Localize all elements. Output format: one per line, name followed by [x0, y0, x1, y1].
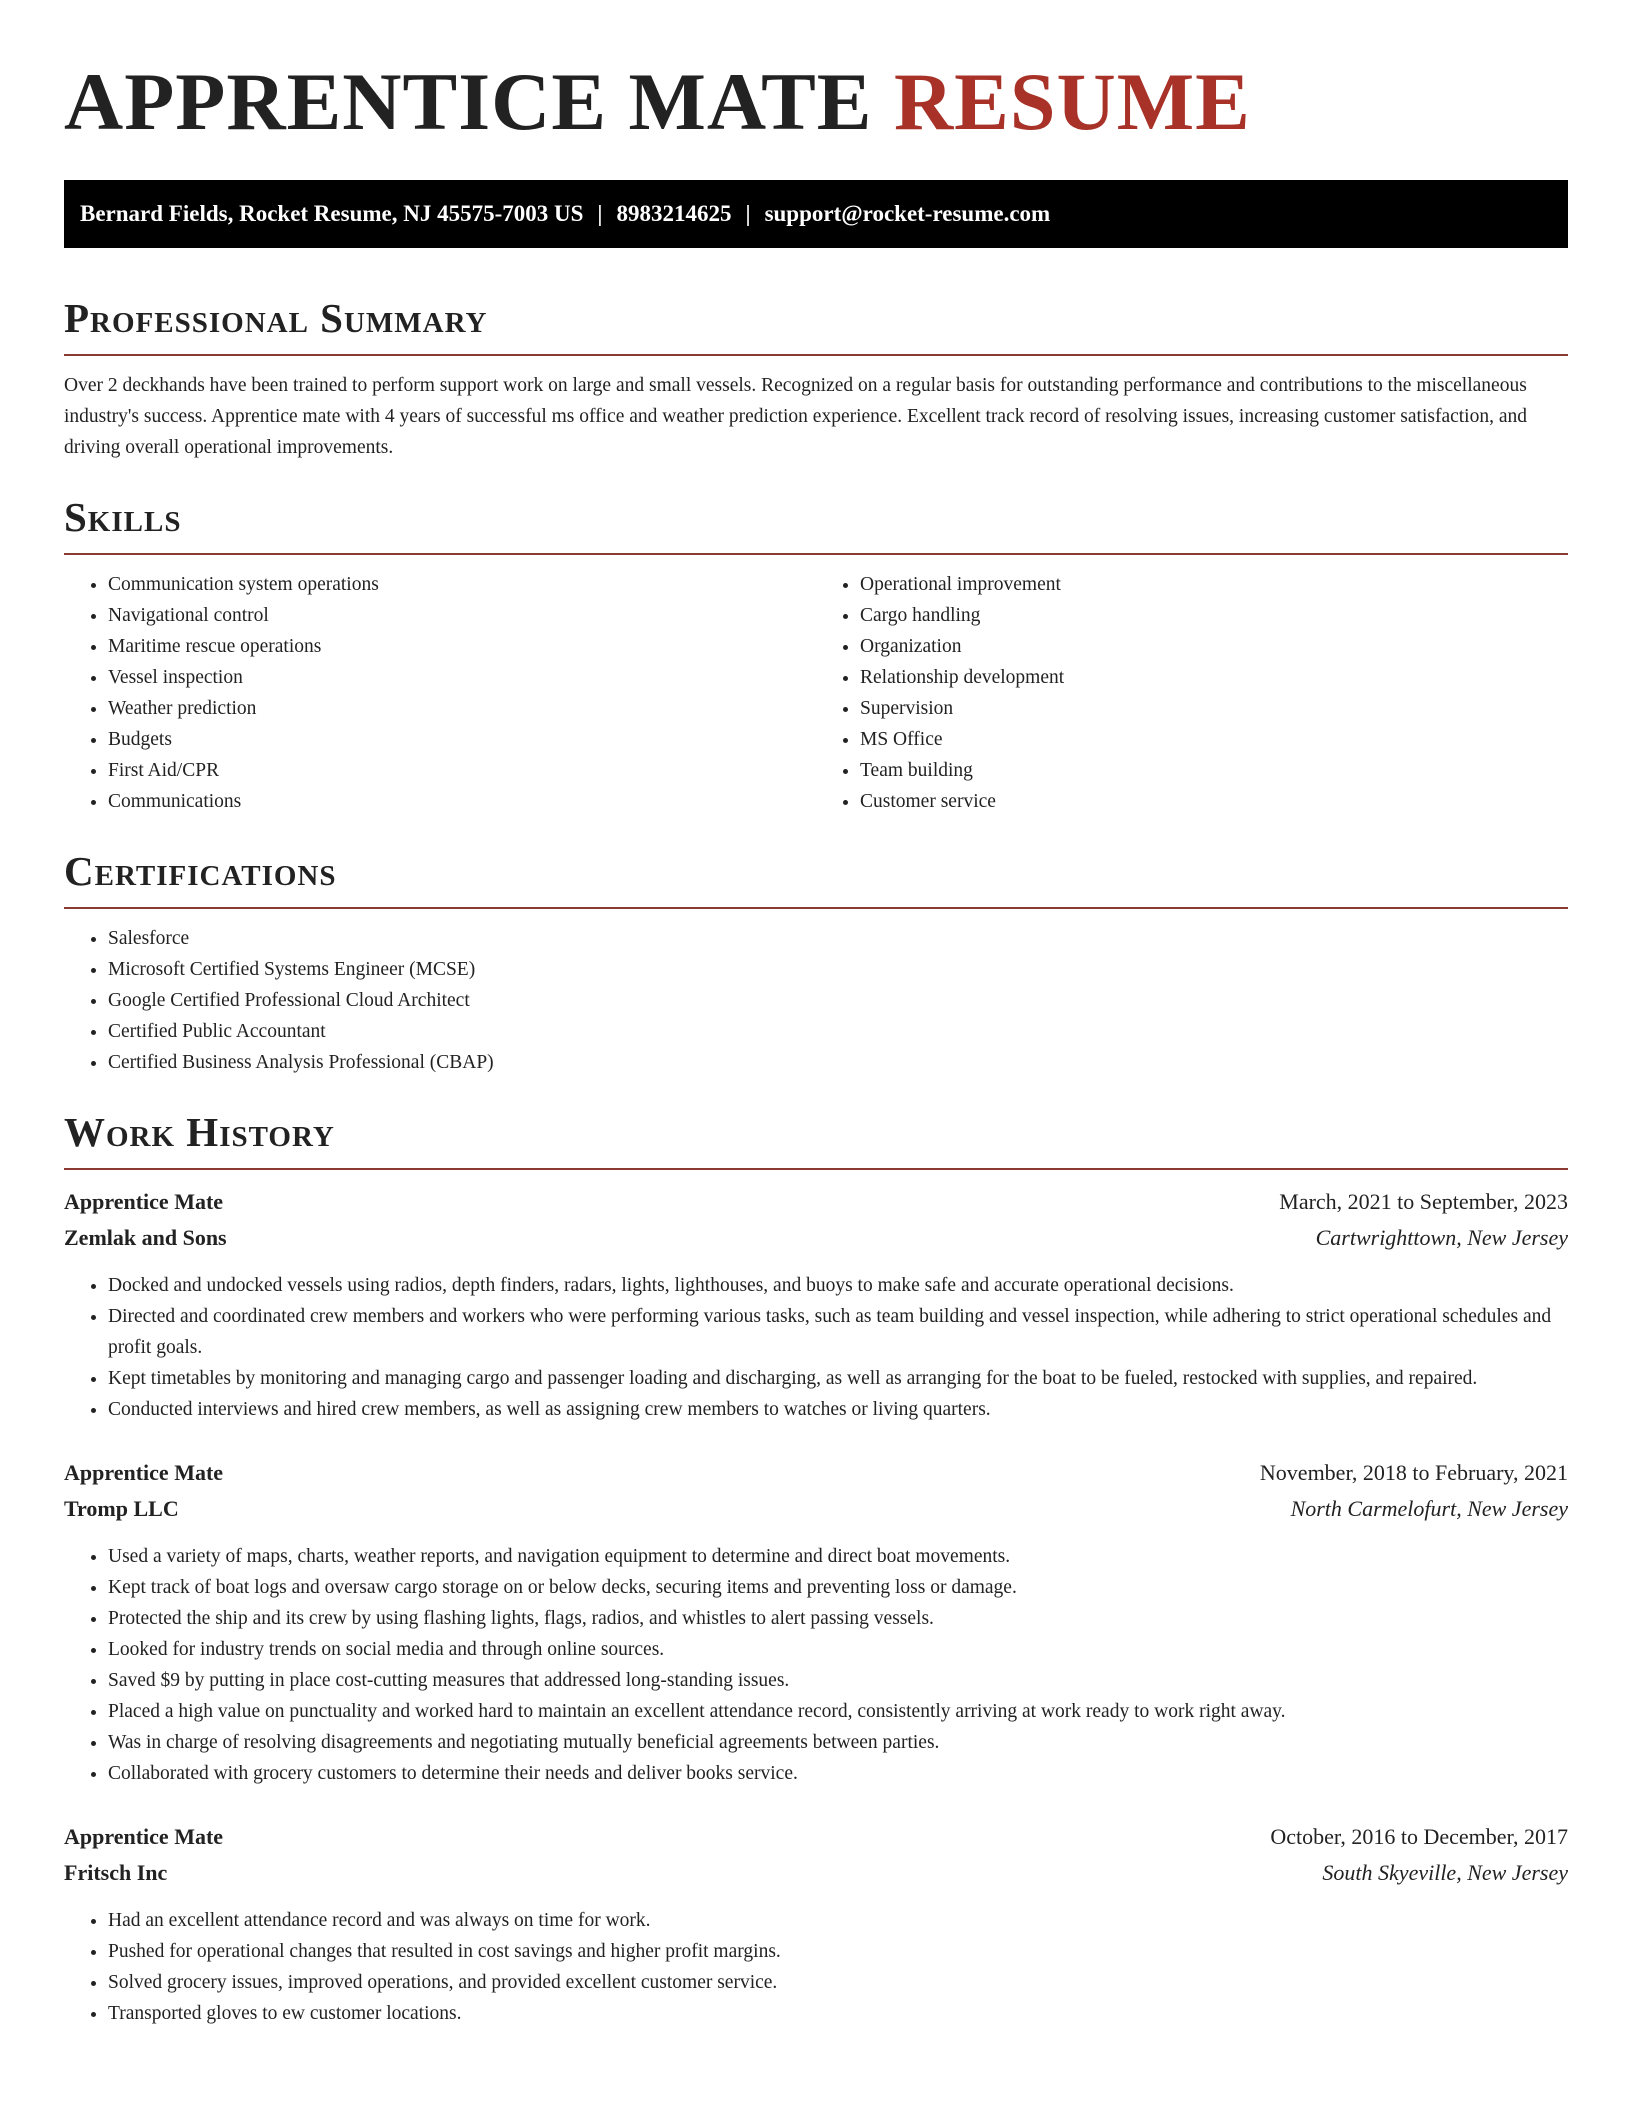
job-duty: • Pushed for operational changes that resulted in cost savings and higher profit margins. [108, 1936, 1568, 1967]
skill-item: • Team building [860, 755, 1568, 786]
title-main: APPRENTICE MATE [64, 56, 873, 147]
summary-text: Over 2 deckhands have been trained to perform support work on large and small vessels. Recognized on a regular basis for outstanding performance and contributions to the miscellaneous industry's success. Apprentice mate with 4 years of successful ms office and weather prediction experience. Excellent track record of resolving issues, increasing customer satisfaction, and driving overall operational improvements. [64, 375, 1527, 458]
job-location: Cartwrighttown, New Jersey [1315, 1225, 1568, 1250]
job-duties-list [64, 1541, 1568, 1789]
contact-phone: 8983214625 [616, 201, 732, 226]
job-title: Apprentice Mate [64, 1824, 224, 1849]
skill-item: • Vessel inspection [108, 662, 816, 693]
job-company: Tromp LLC [64, 1496, 179, 1521]
section-divider [64, 907, 1568, 909]
title-accent: RESUME [893, 56, 1251, 147]
contact-separator: | [745, 201, 751, 226]
job-entry [64, 1455, 1568, 1789]
job-subheader [64, 1491, 1568, 1527]
summary-heading: Professional Summary [64, 295, 488, 341]
job-duty: • Had an excellent attendance record and was always on time for work. [108, 1905, 1568, 1936]
certifications-heading: Certifications [64, 848, 337, 894]
job-duty: • Collaborated with grocery customers to determine their needs and deliver books service. [108, 1758, 1568, 1789]
section-divider [64, 354, 1568, 356]
skills-columns [64, 555, 1568, 817]
certification-item: • Google Certified Professional Cloud Architect [108, 985, 1568, 1016]
job-company: Zemlak and Sons [64, 1225, 227, 1250]
contact-separator: | [597, 201, 603, 226]
skill-item: • Supervision [860, 693, 1568, 724]
skill-item: • MS Office [860, 724, 1568, 755]
job-duties-list [64, 1270, 1568, 1425]
skills-list-right [816, 569, 1568, 817]
job-title: Apprentice Mate [64, 1460, 224, 1485]
work-history-heading: Work History [64, 1109, 335, 1155]
job-title: Apprentice Mate [64, 1189, 224, 1214]
job-dates: March, 2021 to September, 2023 [1279, 1189, 1568, 1214]
job-duty: • Saved $9 by putting in place cost-cutting measures that addressed long-standing issues. [108, 1665, 1568, 1696]
job-duty: • Placed a high value on punctuality and worked hard to maintain an excellent attendance record, consistently arriving at work ready to work right away. [108, 1696, 1568, 1727]
job-entry [64, 1184, 1568, 1425]
work-history-section [64, 1104, 1568, 2029]
contact-bar [64, 180, 1568, 248]
certifications-list [64, 923, 1568, 1078]
job-duty: • Protected the ship and its crew by using flashing lights, flags, radios, and whistles to alert passing vessels. [108, 1603, 1568, 1634]
contact-email: support@rocket-resume.com [764, 201, 1051, 226]
resume-title [64, 0, 1568, 150]
job-dates: November, 2018 to February, 2021 [1259, 1460, 1568, 1485]
skill-item: • Customer service [860, 786, 1568, 817]
job-company: Fritsch Inc [64, 1860, 168, 1885]
job-header [64, 1455, 1568, 1491]
skill-item: • First Aid/CPR [108, 755, 816, 786]
certification-item: • Certified Business Analysis Professional (CBAP) [108, 1047, 1568, 1078]
job-duty: • Conducted interviews and hired crew members, as well as assigning crew members to watches or living quarters. [108, 1394, 1568, 1425]
job-duty: • Kept timetables by monitoring and managing cargo and passenger loading and discharging, as well as arranging for the boat to be fueled, restocked with supplies, and repaired. [108, 1363, 1568, 1394]
job-location: South Skyeville, New Jersey [1322, 1860, 1568, 1885]
job-location: North Carmelofurt, New Jersey [1290, 1496, 1568, 1521]
job-duty: • Directed and coordinated crew members and workers who were performing various tasks, such as team building and vessel inspection, while adhering to strict operational schedules and profit goals. [108, 1301, 1568, 1363]
certification-item: • Microsoft Certified Systems Engineer (MCSE) [108, 954, 1568, 985]
job-header [64, 1819, 1568, 1855]
job-subheader [64, 1220, 1568, 1256]
skill-item: • Operational improvement [860, 569, 1568, 600]
job-duty: • Looked for industry trends on social media and through online sources. [108, 1634, 1568, 1665]
certification-item: • Certified Public Accountant [108, 1016, 1568, 1047]
job-duty: • Docked and undocked vessels using radios, depth finders, radars, lights, lighthouses, and buoys to make safe and accurate operational decisions. [108, 1270, 1568, 1301]
job-dates: October, 2016 to December, 2017 [1270, 1824, 1568, 1849]
job-duty: • Solved grocery issues, improved operations, and provided excellent customer service. [108, 1967, 1568, 1998]
skill-item: • Communication system operations [108, 569, 816, 600]
job-duty: • Was in charge of resolving disagreements and negotiating mutually beneficial agreements between parties. [108, 1727, 1568, 1758]
job-subheader [64, 1855, 1568, 1891]
job-duty: • Used a variety of maps, charts, weather reports, and navigation equipment to determine and direct boat movements. [108, 1541, 1568, 1572]
skill-item: • Relationship development [860, 662, 1568, 693]
certifications-section [64, 843, 1568, 1078]
skill-item: • Weather prediction [108, 693, 816, 724]
job-header [64, 1184, 1568, 1220]
job-duty: • Transported gloves to ew customer locations. [108, 1998, 1568, 2029]
job-entry [64, 1819, 1568, 2029]
skill-item: • Maritime rescue operations [108, 631, 816, 662]
resume-content [64, 0, 1568, 2029]
skills-list-left [64, 569, 816, 817]
section-divider [64, 1168, 1568, 1170]
job-duty: • Kept track of boat logs and oversaw cargo storage on or below decks, securing items and preventing loss or damage. [108, 1572, 1568, 1603]
skill-item: • Budgets [108, 724, 816, 755]
summary-section [64, 290, 1568, 463]
skills-section [64, 489, 1568, 817]
skill-item: • Navigational control [108, 600, 816, 631]
skill-item: • Cargo handling [860, 600, 1568, 631]
job-duties-list [64, 1905, 1568, 2029]
contact-address: Bernard Fields, Rocket Resume, NJ 45575-7003 US [80, 201, 584, 226]
skills-heading: Skills [64, 494, 182, 540]
skill-item: • Communications [108, 786, 816, 817]
certification-item: • Salesforce [108, 923, 1568, 954]
skill-item: • Organization [860, 631, 1568, 662]
